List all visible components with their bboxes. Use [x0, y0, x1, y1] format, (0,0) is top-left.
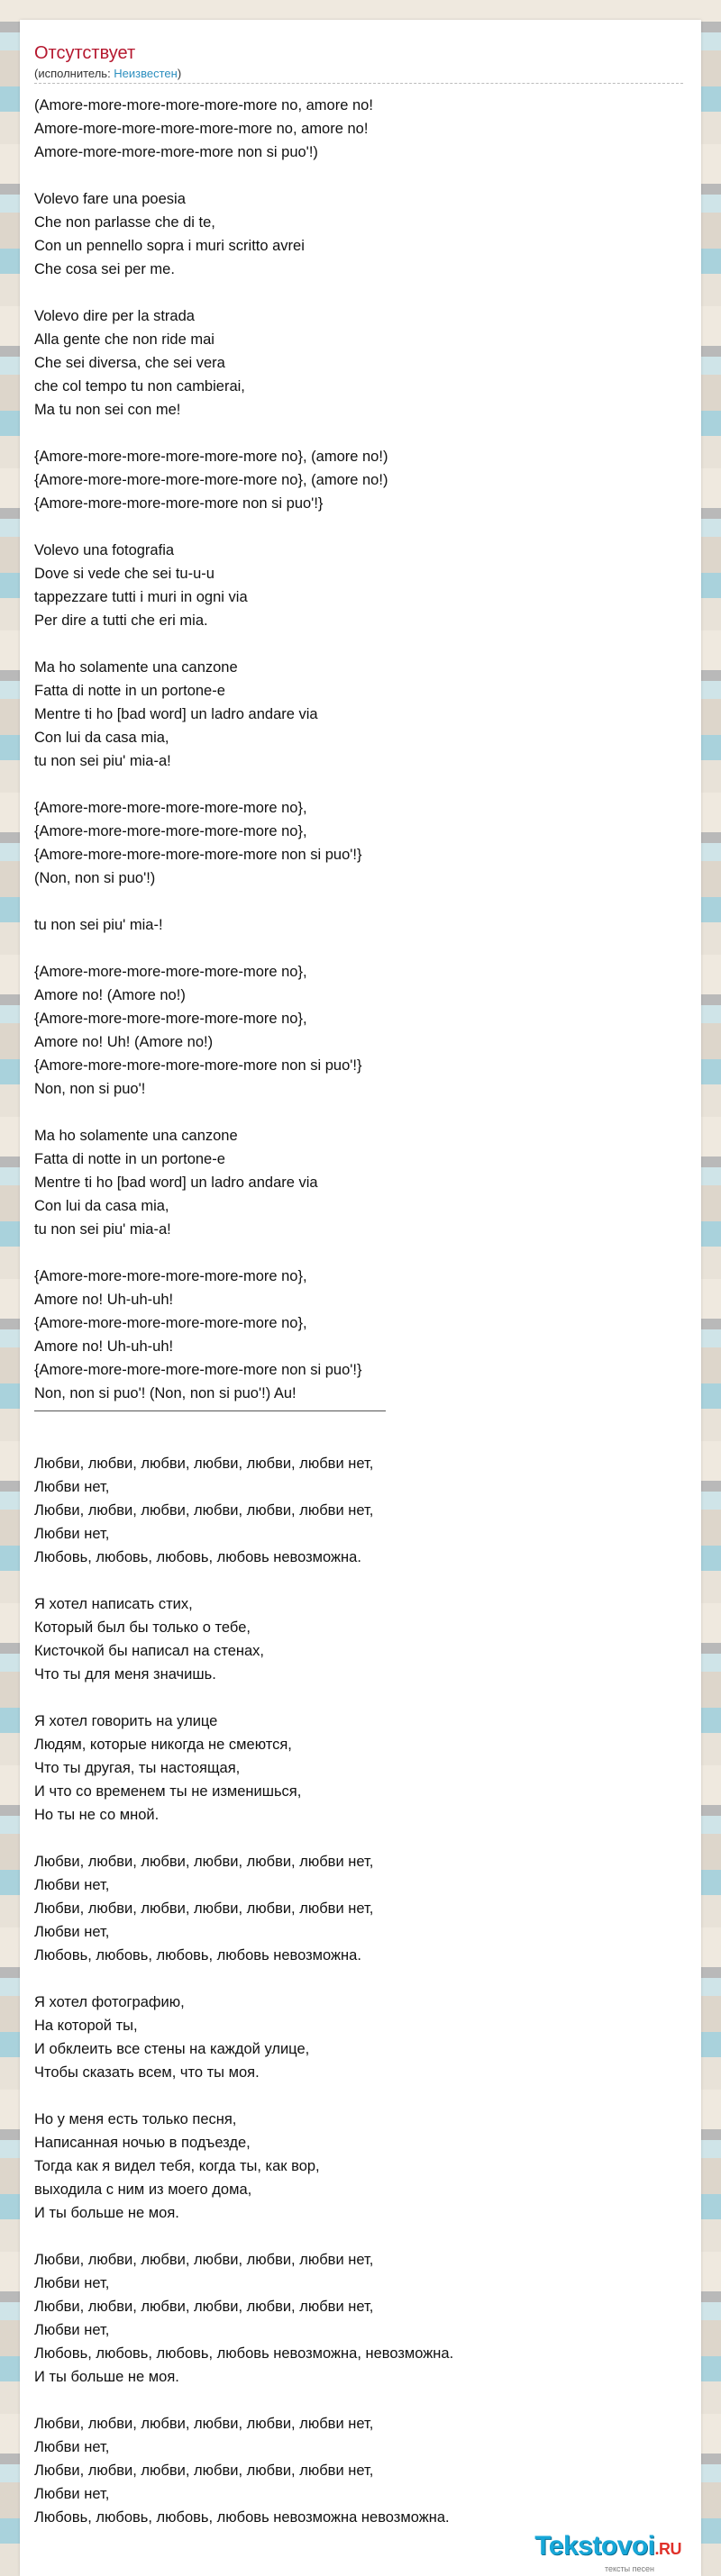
lyrics-text: [34, 94, 683, 2529]
lyric-line: tu non sei piu' mia-!: [34, 917, 163, 933]
lyric-line: Non, non si puo'!: [34, 1081, 146, 1097]
lyric-line: Любви, любви, любви, любви, любви, любви нет,: [34, 1900, 374, 1917]
lyric-line: Che cosa sei per me.: [34, 261, 175, 277]
lyric-line: Con un pennello sopra i muri scritto avrei: [34, 238, 305, 254]
lyric-line: tu non sei piu' mia-a!: [34, 1221, 171, 1238]
lyric-line: Что ты другая, ты настоящая,: [34, 1760, 241, 1776]
lyric-line: Я хотел фотографию,: [34, 1994, 185, 2010]
lyric-line: Любовь, любовь, любовь, любовь невозможна.: [34, 1549, 361, 1565]
lyric-line: Который был бы только о тебе,: [34, 1619, 251, 1636]
lyric-line: Любви, любви, любви, любви, любви, любви нет,: [34, 2463, 374, 2479]
stanza-gap: [34, 422, 683, 445]
lyric-line: {Amore-more-more-more-more-more non si puo'!}: [34, 847, 362, 863]
performer-line: [34, 66, 181, 82]
lyric-line: {Amore-more-more-more-more-more no},: [34, 800, 307, 816]
lyric-line: Amore no! (Amore no!): [34, 987, 186, 1003]
lyric-line: Dove si vede che sei tu-u-u: [34, 566, 214, 582]
lyric-line: Любви, любви, любви, любви, любви, любви нет,: [34, 2416, 374, 2432]
lyric-line: {Amore-more-more-more-more-more no},: [34, 823, 307, 839]
lyric-line: Amore no! Uh-uh-uh!: [34, 1292, 174, 1308]
logo-tagline: тексты песен: [604, 2564, 654, 2573]
lyric-line: {Amore-more-more-more-more-more no},: [34, 964, 307, 980]
site-logo[interactable]: [483, 2531, 681, 2574]
song-title: Отсутствует: [34, 43, 136, 63]
stanza-gap: [34, 1241, 683, 1265]
logo-name: Tekstovoi: [534, 2531, 655, 2561]
lyric-line: Любви, любви, любви, любви, любви, любви нет,: [34, 1854, 374, 1870]
lyric-line: Ma ho solamente una canzone: [34, 659, 238, 676]
lyric-line: Fatta di notte in un portone-e: [34, 1151, 225, 1167]
performer-suffix: ): [177, 67, 182, 80]
stanza-gap: [34, 1827, 683, 1850]
lyric-line: che col tempo tu non cambierai,: [34, 378, 245, 395]
stanza-gap: [34, 1569, 683, 1592]
lyric-line: Любовь, любовь, любовь, любовь невозможна.: [34, 1947, 361, 1964]
stanza-gap: [34, 937, 683, 960]
stanza-gap: [34, 281, 683, 304]
lyric-line: Любви нет,: [34, 2275, 110, 2291]
lyric-line: {Amore-more-more-more-more non si puo'!}: [34, 495, 324, 512]
lyric-line: tappezzare tutti i muri in ogni via: [34, 589, 248, 605]
lyric-line: Volevo dire per la strada: [34, 308, 195, 324]
lyric-line: И обклеить все стены на каждой улице,: [34, 2041, 310, 2057]
divider-rule: [34, 1410, 386, 1411]
lyric-line: {Amore-more-more-more-more-more no}, (amore no!): [34, 472, 388, 488]
lyric-line: Volevo fare una poesia: [34, 191, 186, 207]
stanza-gap: [34, 2225, 683, 2248]
lyric-line: (Non, non si puo'!): [34, 870, 156, 886]
lyric-line: Ma ho solamente una canzone: [34, 1128, 238, 1144]
lyric-line: Amore no! Uh! (Amore no!): [34, 1034, 214, 1050]
lyric-line: Я хотел говорить на улице: [34, 1713, 218, 1729]
stanza-gap: [34, 2084, 683, 2108]
lyric-line: Любовь, любовь, любовь, любовь невозможна невозможна.: [34, 2509, 450, 2526]
stanza-gap: [34, 515, 683, 539]
lyric-line: На которой ты,: [34, 2018, 138, 2034]
lyric-line: {Amore-more-more-more-more-more no}, (amore no!): [34, 449, 388, 465]
lyric-line: выходила с ним из моего дома,: [34, 2181, 252, 2198]
lyric-line: (Amore-more-more-more-more-more no, amore no!: [34, 97, 373, 113]
lyric-line: {Amore-more-more-more-more-more no},: [34, 1315, 307, 1331]
lyric-line: Но у меня есть только песня,: [34, 2111, 237, 2127]
lyric-line: Che sei diversa, che sei vera: [34, 355, 225, 371]
lyric-line: Чтобы сказать всем, что ты моя.: [34, 2064, 260, 2081]
lyric-line: Per dire a tutti che eri mia.: [34, 612, 208, 629]
lyric-line: Amore no! Uh-uh-uh!: [34, 1338, 174, 1355]
lyric-line: Тогда как я видел тебя, когда ты, как вор,: [34, 2158, 320, 2174]
lyric-line: Любви нет,: [34, 1479, 110, 1495]
stanza-gap: [34, 1101, 683, 1124]
lyric-line: Написанная ночью в подъезде,: [34, 2135, 251, 2151]
lyric-line: Любви нет,: [34, 2439, 110, 2455]
lyric-line: Людям, которые никогда не смеются,: [34, 1737, 292, 1753]
lyric-line: Но ты не со мной.: [34, 1807, 160, 1823]
lyric-line: Con lui da casa mia,: [34, 1198, 169, 1214]
lyric-line: Mentre ti ho [bad word] un ladro andare via: [34, 706, 318, 722]
lyric-line: Любви нет,: [34, 1526, 110, 1542]
lyrics-card: [20, 20, 701, 2576]
lyric-line: Volevo una fotografia: [34, 542, 175, 558]
lyric-line: И что со временем ты не изменишься,: [34, 1783, 302, 1800]
lyric-line: Любви, любви, любви, любви, любви, любви нет,: [34, 2252, 374, 2268]
lyric-line: tu non sei piu' mia-a!: [34, 753, 171, 769]
stanza-gap: [34, 890, 683, 913]
lyric-line: Amore-more-more-more-more-more no, amore no!: [34, 121, 369, 137]
lyric-line: Любви нет,: [34, 2486, 110, 2502]
stanza-gap: [34, 632, 683, 656]
stanza-gap: [34, 164, 683, 187]
lyric-line: И ты больше не моя.: [34, 2205, 179, 2221]
translation-divider: [34, 1405, 683, 1429]
lyric-line: Я хотел написать стих,: [34, 1596, 193, 1612]
lyric-line: Кисточкой бы написал на стенах,: [34, 1643, 265, 1659]
lyric-line: Любовь, любовь, любовь, любовь невозможна, невозможна.: [34, 2345, 454, 2362]
stanza-gap: [34, 773, 683, 796]
header-separator: [34, 83, 683, 84]
stanza-gap: [34, 2389, 683, 2412]
lyric-line: Mentre ti ho [bad word] un ladro andare via: [34, 1175, 318, 1191]
lyric-line: Non, non si puo'! (Non, non si puo'!) Au!: [34, 1385, 297, 1401]
lyric-line: Alla gente che non ride mai: [34, 331, 214, 348]
stanza-gap: [34, 1429, 683, 1452]
lyric-line: Che non parlasse che di te,: [34, 214, 215, 231]
lyric-line: И ты больше не моя.: [34, 2369, 179, 2385]
lyric-line: Con lui da casa mia,: [34, 730, 169, 746]
lyric-line: Любви нет,: [34, 2322, 110, 2338]
stanza-gap: [34, 1967, 683, 1991]
lyric-line: Любви, любви, любви, любви, любви, любви нет,: [34, 2299, 374, 2315]
lyric-line: {Amore-more-more-more-more-more non si puo'!}: [34, 1057, 362, 1074]
lyric-line: Ma tu non sei con me!: [34, 402, 181, 418]
lyric-line: {Amore-more-more-more-more-more no},: [34, 1268, 307, 1284]
lyric-line: Любви, любви, любви, любви, любви, любви нет,: [34, 1502, 374, 1519]
lyric-line: {Amore-more-more-more-more-more no},: [34, 1011, 307, 1027]
lyric-line: Что ты для меня значишь.: [34, 1666, 216, 1683]
logo-domain: .RU: [654, 2540, 681, 2558]
performer-link[interactable]: Неизвестен: [114, 67, 178, 80]
lyric-line: {Amore-more-more-more-more-more non si puo'!}: [34, 1362, 362, 1378]
logo-wordmark: [483, 2531, 681, 2564]
lyric-line: Fatta di notte in un portone-e: [34, 683, 225, 699]
lyric-line: Любви, любви, любви, любви, любви, любви нет,: [34, 1456, 374, 1472]
stanza-gap: [34, 1686, 683, 1710]
lyric-line: Amore-more-more-more-more non si puo'!): [34, 144, 318, 160]
lyric-line: Любви нет,: [34, 1924, 110, 1940]
lyric-line: Любви нет,: [34, 1877, 110, 1893]
performer-prefix: (исполнитель:: [34, 67, 114, 80]
